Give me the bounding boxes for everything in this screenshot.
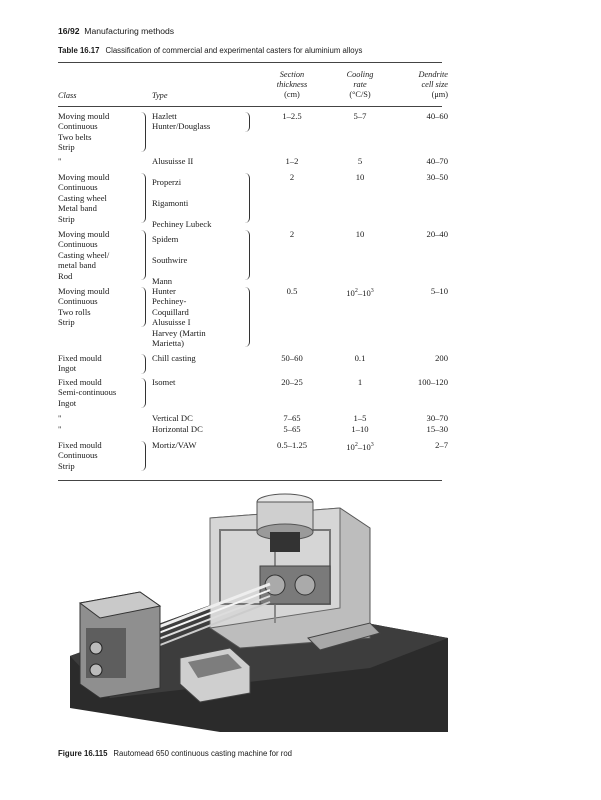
table-row-9-cooling: 1–10 [351, 424, 369, 434]
header-cooling-rate: Cooling rate (°C/S) [346, 70, 374, 99]
header-dendrite-cell-size: Dendrite cell size (μm) [418, 70, 448, 99]
header-section-thickness: Section thickness (cm) [276, 70, 308, 99]
table-row-4-section: 2 [289, 229, 295, 239]
table-row-6-class: Fixed mould Ingot [58, 353, 102, 374]
type-brace [244, 230, 250, 280]
table-row-10-class: Fixed mould Continuous Strip [58, 440, 102, 471]
casting-machine-photo [70, 488, 448, 732]
table-row-7-cooling: 1 [357, 377, 363, 387]
table-row-8-class: " [58, 413, 62, 423]
table-label: Table 16.17 [58, 46, 100, 55]
table-row-9-dendrite: 15–30 [426, 424, 448, 434]
table-row-1-cooling: 5–7 [353, 111, 367, 121]
table-row-5-dendrite: 5–10 [430, 286, 448, 296]
table-row-4-type: Spidem Southwire Mann [152, 234, 188, 286]
table-row-1-class: Moving mould Continuous Two belts Strip [58, 111, 110, 153]
class-brace [140, 287, 146, 327]
table-row-8-section: 7–65 [283, 413, 301, 423]
table-row-2-dendrite: 40–70 [426, 156, 448, 166]
table-row-10-dendrite: 2–7 [435, 440, 448, 450]
table-row-9-class: " [58, 424, 62, 434]
class-brace [140, 230, 146, 280]
table-top-rule [58, 62, 442, 63]
table-row-7-section: 20–25 [281, 377, 303, 387]
table-row-2-cooling: 5 [357, 156, 363, 166]
figure-caption-text: Rautomead 650 continuous casting machine for rod [113, 749, 292, 758]
table-row-3-cooling: 10 [355, 172, 365, 182]
figure-label: Figure 16.115 [58, 749, 108, 758]
table-row-3-dendrite: 30–50 [426, 172, 448, 182]
class-brace [140, 112, 146, 152]
table-row-10-section: 0.5–1.25 [276, 440, 308, 450]
figure-caption [58, 749, 292, 758]
table-row-10-type: Mortiz/VAW [152, 440, 197, 450]
header-class: Class [58, 91, 77, 100]
table-row-1-type: Hazlett Hunter/Douglass [152, 111, 211, 132]
table-row-8-dendrite: 30–70 [426, 413, 448, 423]
running-title: Manufacturing methods [84, 26, 175, 36]
table-row-9-type: Horizontal DC [152, 424, 203, 434]
table-row-2-type: Alusuisse II [152, 156, 194, 166]
page-header [58, 26, 174, 36]
table-row-1-dendrite: 40–60 [426, 111, 448, 121]
type-brace [244, 173, 250, 223]
class-brace [140, 441, 146, 471]
table-row-5-section: 0.5 [286, 286, 298, 296]
table-row-4-class: Moving mould Continuous Casting wheel/ metal band Rod [58, 229, 110, 281]
table-row-3-type: Properzi Rigamonti Pechiney Lubeck [152, 177, 212, 229]
header-type: Type [152, 91, 168, 100]
table-row-6-type: Chill casting [152, 353, 196, 363]
table-row-5-class: Moving mould Continuous Two rolls Strip [58, 286, 110, 328]
class-brace [140, 354, 146, 374]
table-row-7-dendrite: 100–120 [417, 377, 448, 387]
page-number: 16/92 [58, 26, 80, 36]
table-header-rule [58, 106, 442, 107]
table-row-4-dendrite: 20–40 [426, 229, 448, 239]
table-row-3-section: 2 [289, 172, 295, 182]
class-brace [140, 173, 146, 223]
table-row-9-section: 5–65 [283, 424, 301, 434]
table-row-6-cooling: 0.1 [354, 353, 366, 363]
table-row-8-type: Vertical DC [152, 413, 193, 423]
table-row-6-section: 50–60 [281, 353, 303, 363]
table-row-2-class: " [58, 156, 62, 166]
table-row-4-cooling: 10 [355, 229, 365, 239]
table-row-7-type: Isomet [152, 377, 176, 387]
table-row-3-class: Moving mould Continuous Casting wheel Metal band Strip [58, 172, 110, 224]
class-brace [140, 378, 146, 408]
type-brace [244, 287, 250, 347]
table-row-6-dendrite: 200 [435, 353, 448, 363]
table-row-5-cooling: $10^2-10^3$ [346, 287, 374, 298]
table-row-8-cooling: 1–5 [353, 413, 367, 423]
table-row-10-cooling: $10^2-10^3$ [346, 441, 374, 452]
table-bottom-rule [58, 480, 442, 481]
type-brace [244, 112, 250, 132]
table-row-5-type: Hunter Pechiney- Coquillard Alusuisse I Harvey (Martin Marietta) [152, 286, 206, 349]
table-caption-text: Classification of commercial and experimental casters for aluminium alloys [105, 46, 363, 55]
table-row-1-section: 1–2.5 [282, 111, 302, 121]
table-row-2-section: 1–2 [285, 156, 299, 166]
table-row-7-class: Fixed mould Semi-continuous Ingot [58, 377, 117, 408]
table-caption [58, 46, 362, 55]
